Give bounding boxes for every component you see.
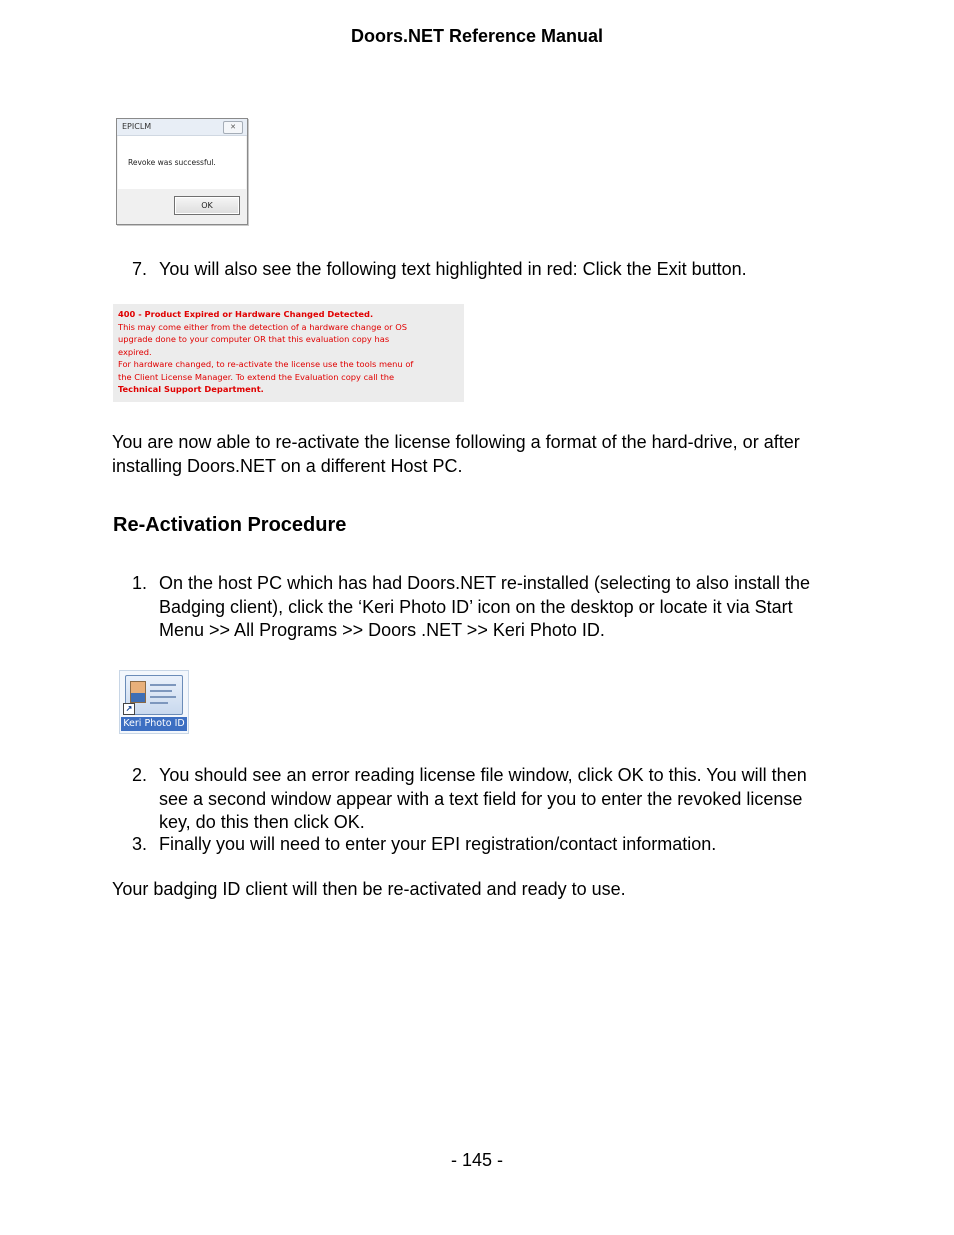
notice-line: This may come either from the detection of a hardware change or OS — [118, 321, 408, 332]
section-heading: Re-Activation Procedure — [113, 514, 347, 536]
shortcut-arrow-icon: ↗ — [123, 703, 135, 715]
revoke-dialog — [116, 118, 248, 225]
dialog-title: EPICLM — [122, 122, 152, 131]
person-photo-icon — [130, 681, 146, 703]
notice-line: expired. — [118, 346, 152, 357]
paragraph-line: You are now able to re-activate the license following a format of the hard-drive, or after — [112, 432, 800, 452]
card-line — [150, 690, 172, 692]
dialog-ok-button[interactable]: OK — [174, 196, 240, 215]
step-3-line: Finally you will need to enter your EPI registration/contact information. — [159, 834, 717, 854]
dialog-message-area — [118, 136, 246, 189]
page-header-title: Doors.NET Reference Manual — [350, 26, 604, 46]
step-1-line: Menu >> All Programs >> Doors .NET >> Keri Photo ID. — [159, 620, 605, 640]
card-line — [150, 684, 176, 686]
step-2-line: You should see an error reading license file window, click OK to this. You will then — [159, 765, 807, 785]
step-7-number: 7. — [132, 259, 148, 279]
page-number: - 145 - — [450, 1150, 504, 1170]
close-icon[interactable]: ✕ — [223, 121, 243, 134]
notice-line: the Client License Manager. To extend the Evaluation copy call the — [118, 371, 395, 382]
card-line — [150, 702, 168, 704]
step-2-number: 2. — [132, 765, 148, 785]
card-line — [150, 696, 176, 698]
notice-line: For hardware changed, to re-activate the license use the tools menu of — [118, 359, 414, 369]
notice-line: Technical Support Department. — [118, 384, 264, 394]
step-2-line: key, do this then click OK. — [159, 812, 365, 832]
step-1-line: On the host PC which has had Doors.NET re-installed (selecting to also install the — [159, 573, 810, 593]
icon-label: Keri Photo ID — [121, 717, 187, 731]
dialog-message: Revoke was successful. — [128, 158, 216, 167]
step-1-number: 1. — [132, 573, 148, 593]
paragraph-line: installing Doors.NET on a different Host PC. — [112, 456, 463, 476]
closing-paragraph: Your badging ID client will then be re-activated and ready to use. — [112, 879, 626, 899]
step-2-line: see a second window appear with a text field for you to enter the revoked license — [159, 789, 803, 809]
step-7-text: You will also see the following text highlighted in red: Click the Exit button. — [159, 259, 747, 279]
license-expired-notice — [113, 304, 464, 402]
step-1-line: Badging client), click the ‘Keri Photo ID’ icon on the desktop or locate it via Start — [159, 597, 793, 617]
dialog-titlebar — [117, 119, 247, 136]
notice-line: upgrade done to your computer OR that this evaluation copy has — [118, 334, 390, 344]
keri-photo-id-shortcut[interactable] — [119, 670, 189, 734]
step-3-number: 3. — [132, 834, 148, 854]
notice-line: 400 - Product Expired or Hardware Changed Detected. — [118, 309, 374, 319]
